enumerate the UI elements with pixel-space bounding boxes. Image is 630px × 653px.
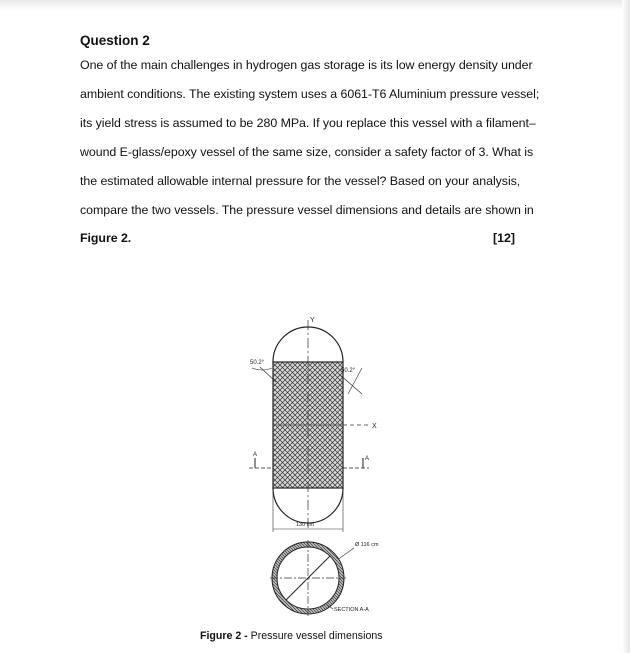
diameter-label: Ø 116 cm (355, 542, 379, 548)
angle-right-label: 50.2° (341, 368, 356, 374)
question-text-line-5: the estimated allowable internal pressure for the vessel? Based on your analysis, (80, 174, 521, 188)
figure-caption (200, 630, 383, 642)
page-edge-top (0, 0, 630, 10)
angle-left-label: 50.2° (250, 360, 265, 366)
section-marker-right: A (365, 456, 370, 462)
marks-label: [12] (493, 231, 516, 245)
x-axis-label: X (372, 423, 377, 430)
question-text-line-1: One of the main challenges in hydrogen gas storage is its low energy density under (80, 58, 533, 72)
question-text-line-3: its yield stress is assumed to be 280 MPa. If you replace this vessel with a filament– (80, 116, 536, 130)
section-label: SECTION A-A (334, 607, 369, 613)
y-axis-label: Y (310, 317, 315, 324)
section-marker-left: A (253, 452, 258, 458)
length-dimension-label: 130 cm (296, 522, 315, 528)
pressure-vessel-drawing (230, 310, 400, 625)
question-heading: Question 2 (80, 33, 150, 48)
caption-text: Pressure vessel dimensions (247, 630, 383, 642)
question-text-line-6: compare the two vessels. The pressure vessel dimensions and details are shown in (80, 203, 534, 217)
question-text-line-2: ambient conditions. The existing system uses a 6061-T6 Aluminium pressure vessel; (80, 87, 540, 101)
question-text-line-4: wound E-glass/epoxy vessel of the same size, consider a safety factor of 3. What is (80, 145, 534, 159)
caption-figure-number: Figure 2 - (200, 630, 248, 642)
figure-reference: Figure 2. (80, 231, 132, 245)
page-edge-right (622, 0, 630, 653)
